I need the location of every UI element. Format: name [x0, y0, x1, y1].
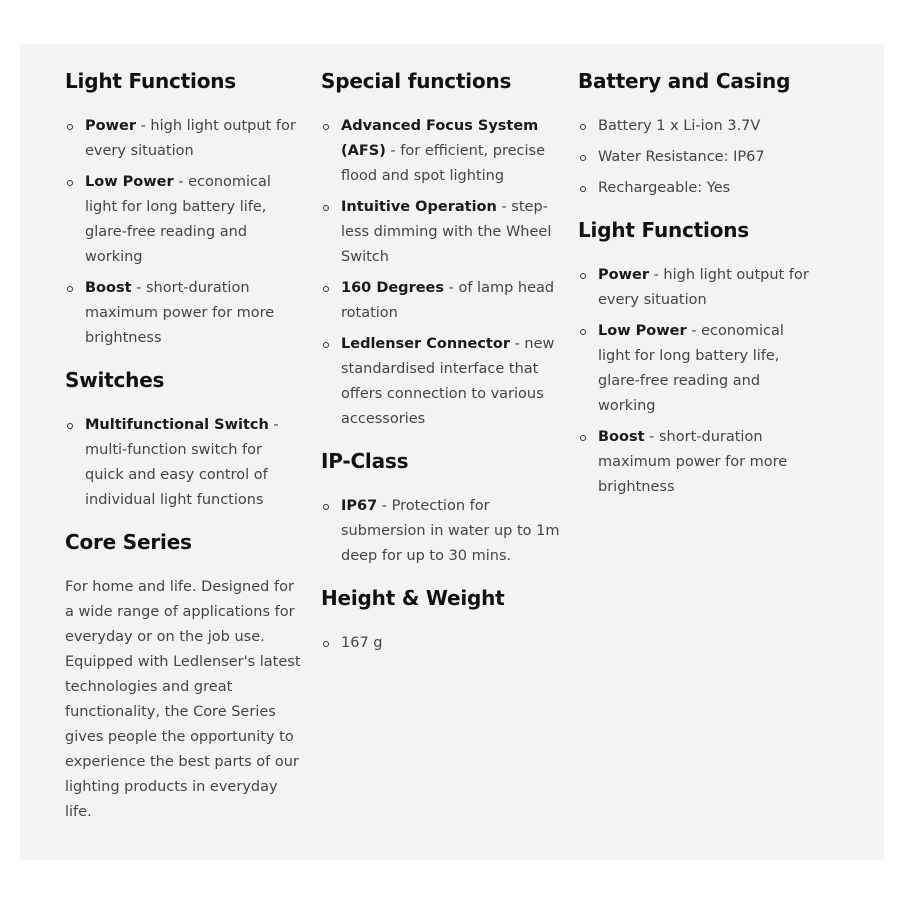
spec-list-item — [578, 263, 818, 313]
spec-column-1 — [65, 64, 305, 825]
spec-list-item — [578, 114, 818, 139]
spec-item-text: - step-less dimming with the Wheel Switch — [341, 199, 552, 265]
spec-item-text: - multi-function switch for quick and easy control of individual light functions — [85, 417, 279, 508]
spec-item-label: Power — [598, 267, 649, 283]
spec-list — [65, 413, 305, 513]
section-title-height-weight: Height & Weight — [321, 586, 505, 610]
spec-item-text: - Protection for submersion in water up to 1m deep for up to 30 mins. — [341, 498, 560, 564]
spec-item-label: Power — [85, 118, 136, 134]
spec-list-item — [578, 176, 818, 201]
spec-item-text: Battery 1 x Li-ion 3.7V — [598, 118, 761, 134]
spec-list-item — [321, 195, 561, 270]
spec-item-text: - short-duration maximum power for more brightness — [598, 429, 788, 495]
spec-panel — [20, 44, 884, 860]
spec-list-item — [578, 145, 818, 170]
spec-column-2 — [321, 64, 561, 668]
spec-list-item — [321, 332, 561, 432]
spec-list-item — [65, 114, 305, 164]
spec-item-text: Water Resistance: IP67 — [598, 149, 765, 165]
spec-list-item — [321, 276, 561, 326]
spec-item-label: Multifunctional Switch — [85, 417, 269, 433]
spec-item-label: Ledlenser Connector — [341, 336, 510, 352]
spec-list-item — [65, 170, 305, 270]
spec-list — [578, 114, 818, 201]
spec-list — [321, 631, 561, 656]
spec-list-item — [321, 494, 561, 569]
spec-list — [321, 114, 561, 432]
spec-item-text: - economical light for long battery life, glare-free reading and working — [598, 323, 784, 414]
spec-item-text: - of lamp head rotation — [341, 280, 555, 321]
spec-item-label: Boost — [598, 429, 645, 445]
spec-item-text: - new standardised interface that offers connection to various accessories — [341, 336, 555, 427]
section-title-light-functions: Light Functions — [65, 69, 236, 93]
section-title-core-series: Core Series — [65, 530, 192, 554]
section-title-switches: Switches — [65, 368, 165, 392]
spec-item-text: - for efficient, precise flood and spot lighting — [341, 143, 546, 184]
spec-list-item — [578, 425, 818, 500]
spec-list-item — [578, 319, 818, 419]
spec-item-label: IP67 — [341, 498, 378, 514]
spec-item-label: Low Power — [85, 174, 174, 190]
spec-list — [65, 114, 305, 351]
section-title-ip-class: IP-Class — [321, 449, 409, 473]
spec-item-text: - high light output for every situation — [598, 267, 809, 308]
spec-list-item — [65, 276, 305, 351]
spec-item-text: 167 g — [341, 635, 383, 651]
section-title-light-functions: Light Functions — [578, 218, 749, 242]
spec-item-label: Low Power — [598, 323, 687, 339]
section-description: For home and life. Designed for a wide range of applications for everyday or on the job use. Equipped with Ledlenser's latest technologies and great functionality, the Core Series gives people the opportunity to experience the best parts of our lighting products in everyday life. — [65, 579, 301, 820]
section-title-battery-and-casing: Battery and Casing — [578, 69, 791, 93]
spec-list-item — [321, 114, 561, 189]
spec-item-text: Rechargeable: Yes — [598, 180, 731, 196]
spec-list — [578, 263, 818, 500]
spec-item-text: - short-duration maximum power for more brightness — [85, 280, 275, 346]
spec-column-3 — [578, 64, 818, 512]
spec-list-item — [321, 631, 561, 656]
spec-item-label: Advanced Focus System (AFS) — [341, 118, 539, 159]
section-title-special-functions: Special functions — [321, 69, 512, 93]
spec-item-label: Boost — [85, 280, 132, 296]
spec-item-label: Intuitive Operation — [341, 199, 497, 215]
spec-item-label: 160 Degrees — [341, 280, 445, 296]
spec-item-text: - economical light for long battery life, glare-free reading and working — [85, 174, 271, 265]
spec-list-item — [65, 413, 305, 513]
spec-item-text: - high light output for every situation — [85, 118, 296, 159]
spec-list — [321, 494, 561, 569]
